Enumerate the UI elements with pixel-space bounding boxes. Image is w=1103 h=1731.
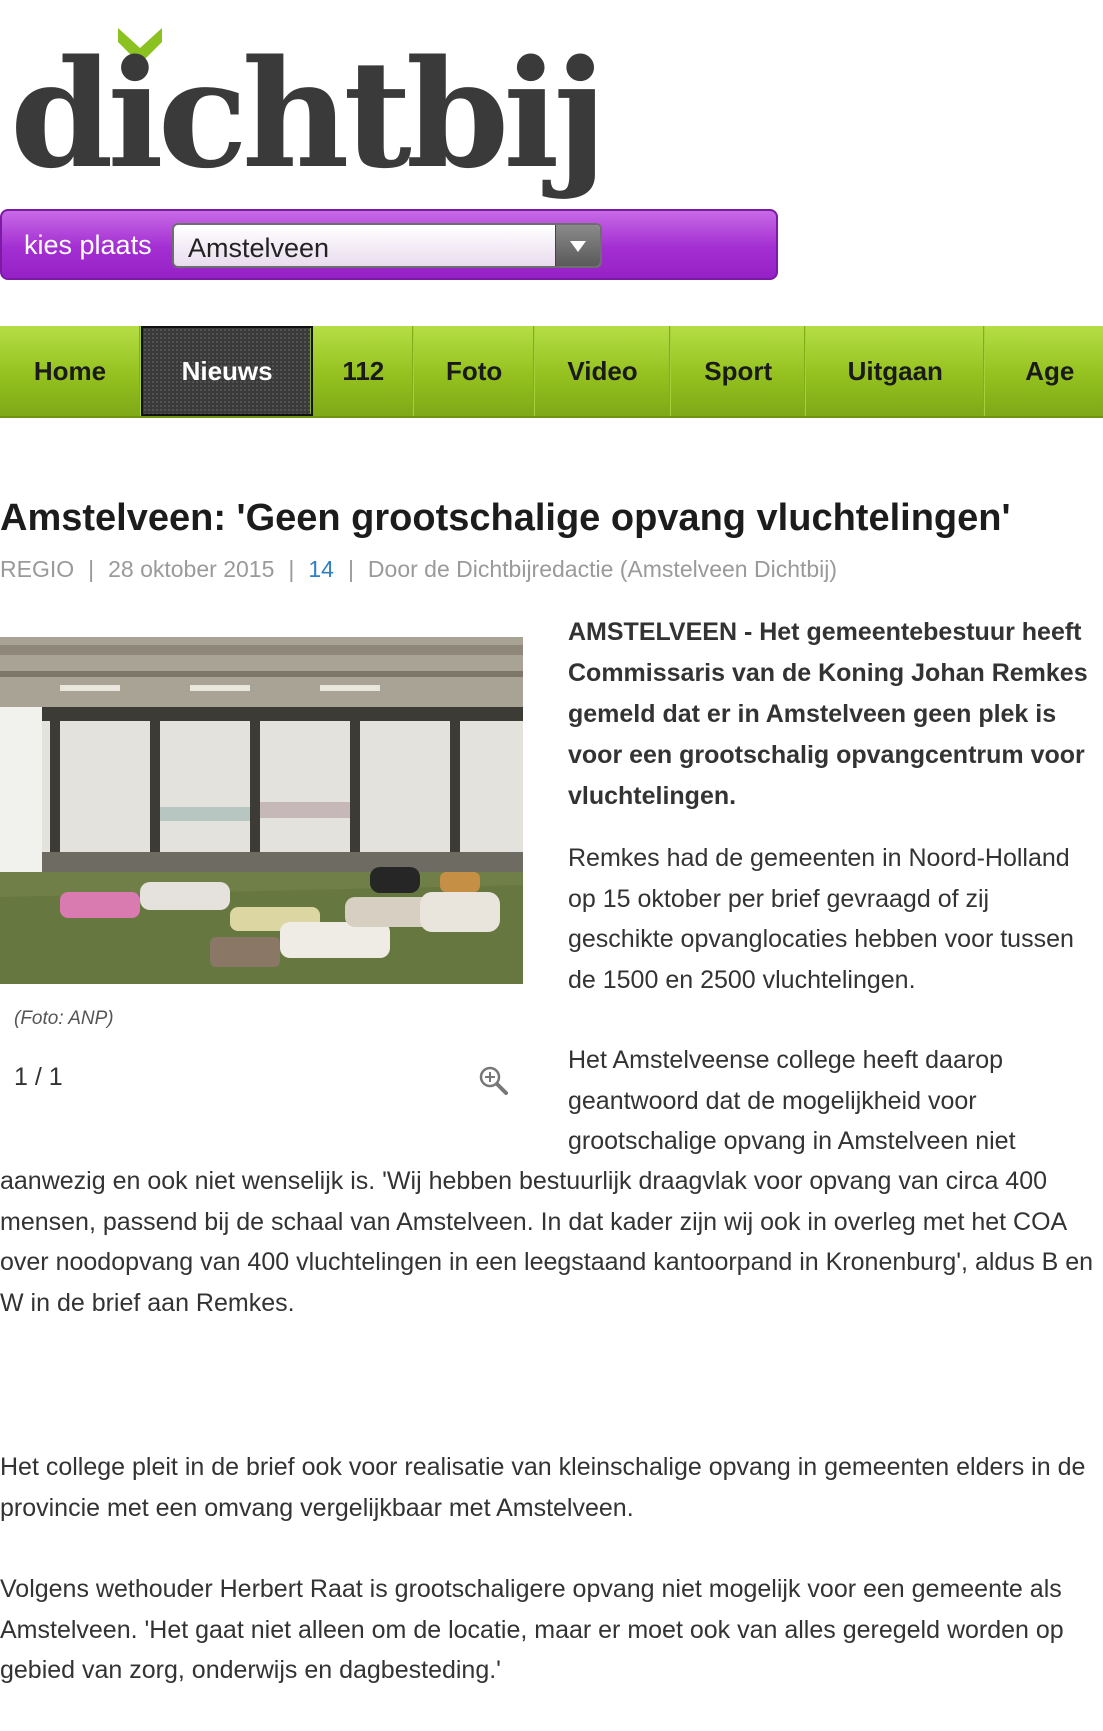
article-paragraph: Volgens wethouder Herbert Raat is grootschaligere opvang niet mogelijk voor een gemeente als Amstelveen. 'Het gaat niet alleen om de locatie, maar er moet ook van alles geregeld worden op gebied van zorg, onderwijs en dagbesteding.' — [0, 1575, 1064, 1684]
article-photo[interactable] — [0, 637, 523, 984]
nav-item-agenda[interactable]: Age — [1025, 355, 1075, 386]
nav-item-sport[interactable]: Sport — [671, 326, 806, 416]
nav-item-home[interactable]: Home — [0, 326, 141, 416]
nav-item-112[interactable]: 112 — [313, 326, 414, 416]
place-select[interactable] — [172, 223, 602, 268]
photo-caption: (Foto: ANP) — [14, 1008, 114, 1029]
photo-pager: 1 / 1 — [14, 1063, 63, 1091]
nav-item-uitgaan[interactable]: Uitgaan — [806, 326, 985, 416]
article-meta: REGIO | 28 oktober 2015 | 14 | Door de Dichtbijredactie (Amstelveen Dichtbij) — [0, 556, 838, 582]
article-paragraph: Het college pleit in de brief ook voor realisatie van kleinschalige opvang in gemeenten elders in de provincie met een omvang vergelijkbaar met Amstelveen. — [0, 1453, 1086, 1522]
chevron-down-icon[interactable] — [555, 225, 600, 266]
place-select-value: Amstelveen — [188, 233, 330, 263]
logo-text: dichtbij — [10, 27, 602, 201]
nav-item-video[interactable]: Video — [535, 326, 671, 416]
comment-count[interactable]: 14 — [308, 556, 334, 582]
article-paragraph: Het Amstelveense college heeft daarop geantwoord dat de mogelijkheid voor grootschalige opvang in Amstelveen niet — [568, 1046, 1016, 1155]
photo-image — [0, 637, 523, 984]
article-title: Amstelveen: 'Geen grootschalige opvang vluchtelingen' — [0, 497, 1011, 539]
article-section[interactable]: REGIO — [0, 556, 75, 582]
article-paragraph: Remkes had de gemeenten in Noord-Holland op 15 oktober per brief gevraagd of zij geschikte opvanglocaties hebben voor tussen de 1500 en 2500 vluchtelingen. — [568, 844, 1074, 994]
place-picker-bar — [0, 209, 778, 280]
place-picker-label: kies plaats — [24, 230, 152, 260]
nav-item-nieuws[interactable]: Nieuws — [141, 326, 313, 416]
article-byline: Door de Dichtbijredactie (Amstelveen Dichtbij) — [367, 556, 838, 582]
zoom-in-icon[interactable] — [478, 1065, 508, 1095]
article-paragraph: aanwezig en ook niet wenselijk is. 'Wij hebben bestuurlijk draagvlak voor opvang van circa 400 mensen, passend bij de schaal van Amstelveen. In dat kader zijn wij ook in overleg met het COA over noodopvang van 400 vluchtelingen in een leegstaand kantoorpand in Kronenburg', aldus B en W in de brief aan Remkes. — [0, 1167, 1094, 1317]
main-nav — [0, 326, 1103, 418]
article-date: 28 oktober 2015 — [108, 556, 275, 582]
article-lead: AMSTELVEEN - Het gemeentebestuur heeft Commissaris van de Koning Johan Remkes gemeld dat er in Amstelveen geen plek is voor een grootschalig opvangcentrum voor vluchtelingen. — [568, 618, 1088, 810]
nav-item-foto[interactable]: Foto — [414, 326, 535, 416]
site-logo[interactable] — [10, 27, 602, 201]
